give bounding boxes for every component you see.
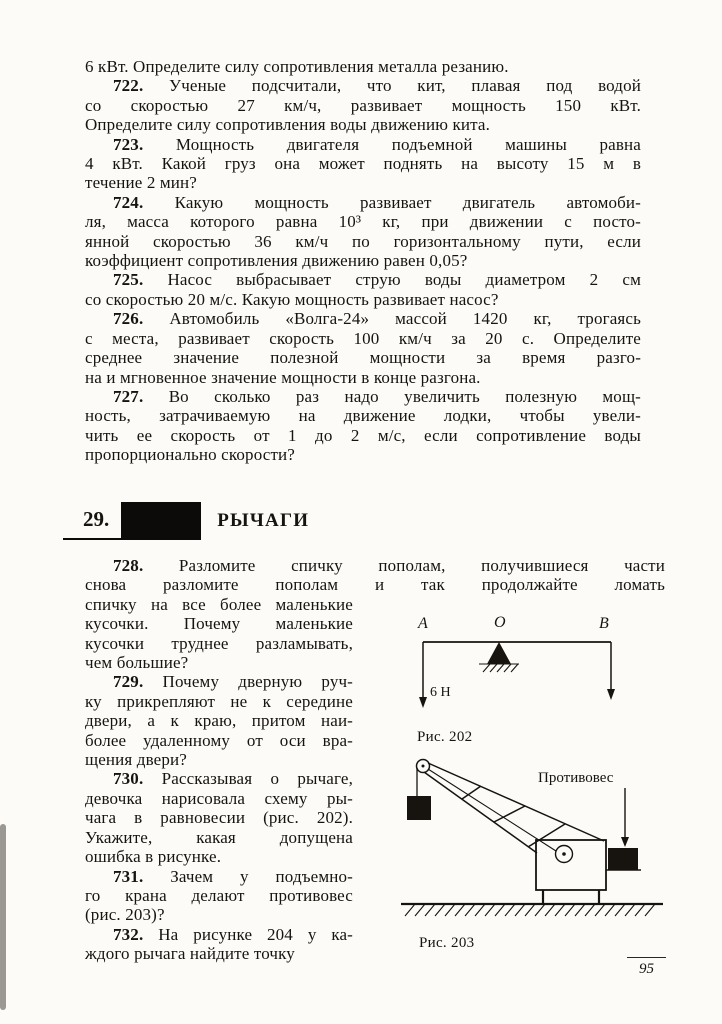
scan-artifact [0, 824, 6, 1010]
problem-730 [85, 769, 353, 866]
problem-number: 722. [113, 76, 144, 96]
text-line: ность, затрачиваемую на движение лодки, чтобы увели- [85, 406, 641, 426]
ground-hatching [405, 904, 655, 916]
problem-number: 724. [113, 192, 144, 212]
text-line: двери, а к краю, притом наи- [85, 711, 353, 731]
text-line: ждого рычага найдите точку [85, 944, 295, 964]
figure-202-caption: Рис. 202 [417, 729, 473, 745]
counterweight-block [608, 848, 638, 870]
text-line: на и мгновенное значение мощности в конце разгона. [85, 367, 481, 387]
winch-drum-icon [556, 846, 573, 863]
text-line: девочка нарисовала схему ры- [85, 788, 353, 808]
text-line: щения двери? [85, 750, 187, 770]
problem-number: 725. [113, 270, 144, 290]
text-line: с места, развивает скорость 100 км/ч за 20 с. Определите [85, 328, 641, 348]
problem-728-intro [85, 556, 665, 595]
lever-point-b-label: B [599, 615, 609, 632]
problems-levers-block [85, 556, 665, 964]
lever-point-a-label: A [418, 615, 428, 632]
crane-load-block [407, 796, 431, 820]
problem-723 [85, 135, 641, 193]
fulcrum-triangle [487, 642, 511, 664]
problem-722 [85, 76, 641, 134]
text-line: (рис. 203)? [85, 905, 165, 925]
section-title: РЫЧАГИ [217, 510, 310, 531]
fulcrum-hatching [479, 664, 519, 672]
figure-202 [415, 612, 620, 746]
figure-202-lever-drawing [415, 612, 620, 716]
text-line: кусочки. Почему маленькие [85, 614, 353, 634]
problem-number: 723. [113, 134, 144, 154]
force-arrow-right [607, 642, 615, 700]
text-line: 732. На рисунке 204 у ка- [113, 924, 353, 944]
text-line: со скоростью 27 км/ч, развивает мощность 150 кВт. [85, 95, 641, 115]
text-line: 725. Насос выбрасывает струю воды диаметром 2 см [113, 270, 641, 290]
text-line: 724. Какую мощность развивает двигатель автомоби- [113, 192, 641, 212]
text-line: чем большие? [85, 653, 189, 673]
crane-pulley-icon [417, 760, 430, 773]
counterweight-label: Противовес [538, 770, 614, 786]
problem-721-continuation [85, 57, 641, 76]
problem-number: 731. [113, 866, 144, 886]
figure-203-crane-drawing [401, 752, 669, 922]
text-line: течение 2 мин? [85, 173, 197, 193]
section-number [63, 502, 121, 540]
text-line: 722. Ученые подсчитали, что кит, плавая под водой [113, 76, 641, 96]
problem-731 [85, 867, 353, 925]
page-number: 95 [627, 957, 666, 978]
text-line: со скоростью 20 м/с. Какую мощность развивает насос? [85, 289, 499, 309]
problem-724 [85, 193, 641, 271]
text-line: пропорционально скорости? [85, 445, 295, 465]
text-line: 730. Рассказывая о рычаге, [113, 769, 353, 789]
section-number-bar [121, 502, 201, 540]
text-line: 723. Мощность двигателя подъемной машины равна [113, 134, 641, 154]
text-line: 4 кВт. Какой груз она может поднять на высоту 15 м в [85, 154, 641, 174]
problem-number: 730. [113, 769, 144, 789]
problems-power-block [85, 57, 641, 465]
problem-732 [85, 925, 353, 964]
problem-number: 727. [113, 386, 144, 406]
force-arrow-left [419, 642, 427, 708]
text-line: ку прикрепляют не к середине [85, 691, 353, 711]
figure-203-caption: Рис. 203 [419, 935, 475, 951]
text-line: 728. Разломите спичку пополам, получившиеся части [113, 556, 665, 575]
text-line: спичку на все более маленькие [85, 594, 353, 614]
text-line: чага в равновесии (рис. 202). [85, 808, 353, 828]
text-line: 6 кВт. Определите силу сопротивления металла резанию. [85, 57, 509, 76]
problem-727 [85, 387, 641, 465]
text-line: янной скоростью 36 км/ч по горизонтальному пути, если [85, 231, 641, 251]
problem-number: 732. [113, 924, 144, 944]
text-line: 727. Во сколько раз надо увеличить полезную мощ- [113, 386, 641, 406]
winch-cable [428, 769, 556, 851]
text-line: 726. Автомобиль «Волга-24» массой 1420 кг, трогаясь [113, 309, 641, 329]
left-text-column [85, 595, 353, 964]
problem-number: 729. [113, 672, 144, 692]
text-line: го крана делают противовес [85, 885, 353, 905]
text-line: коэффициент сопротивления движению равен 0,05? [85, 251, 468, 271]
text-line: чить ее скорость от 1 до 2 м/с, если сопротивление воды [85, 425, 641, 445]
text-line: 731. Зачем у подъемно- [113, 866, 353, 886]
problem-number: 728. [113, 556, 144, 575]
text-line: Определите силу сопротивления воды движению кита. [85, 115, 490, 135]
section-header [63, 502, 309, 540]
crane-cabin [536, 840, 606, 890]
section-number-text: 29. [83, 506, 110, 531]
text-line: 729. Почему дверную руч- [113, 672, 353, 692]
text-line: снова разломите пополам и так продолжайте ломать [85, 575, 665, 595]
problem-728-continuation [85, 595, 353, 673]
problem-number: 726. [113, 309, 144, 329]
lever-fulcrum-label: O [494, 614, 506, 631]
counterweight-arrow [621, 788, 629, 847]
text-line: более удаленному от оси вра- [85, 730, 353, 750]
text-line: среднее значение полезной мощности за время разго- [85, 348, 641, 368]
text-line: ля, масса которого равна 10³ кг, при движении с посто- [85, 212, 641, 232]
text-line: Укажите, какая допущена [85, 827, 353, 847]
text-line: кусочки труднее разламывать, [85, 633, 353, 653]
problem-725 [85, 270, 641, 309]
figure-203 [401, 752, 669, 952]
force-value-label: 6 Н [430, 685, 451, 700]
crane-legs [543, 890, 599, 904]
problem-726 [85, 309, 641, 387]
text-line: ошибка в рисунке. [85, 847, 222, 867]
problem-729 [85, 672, 353, 769]
